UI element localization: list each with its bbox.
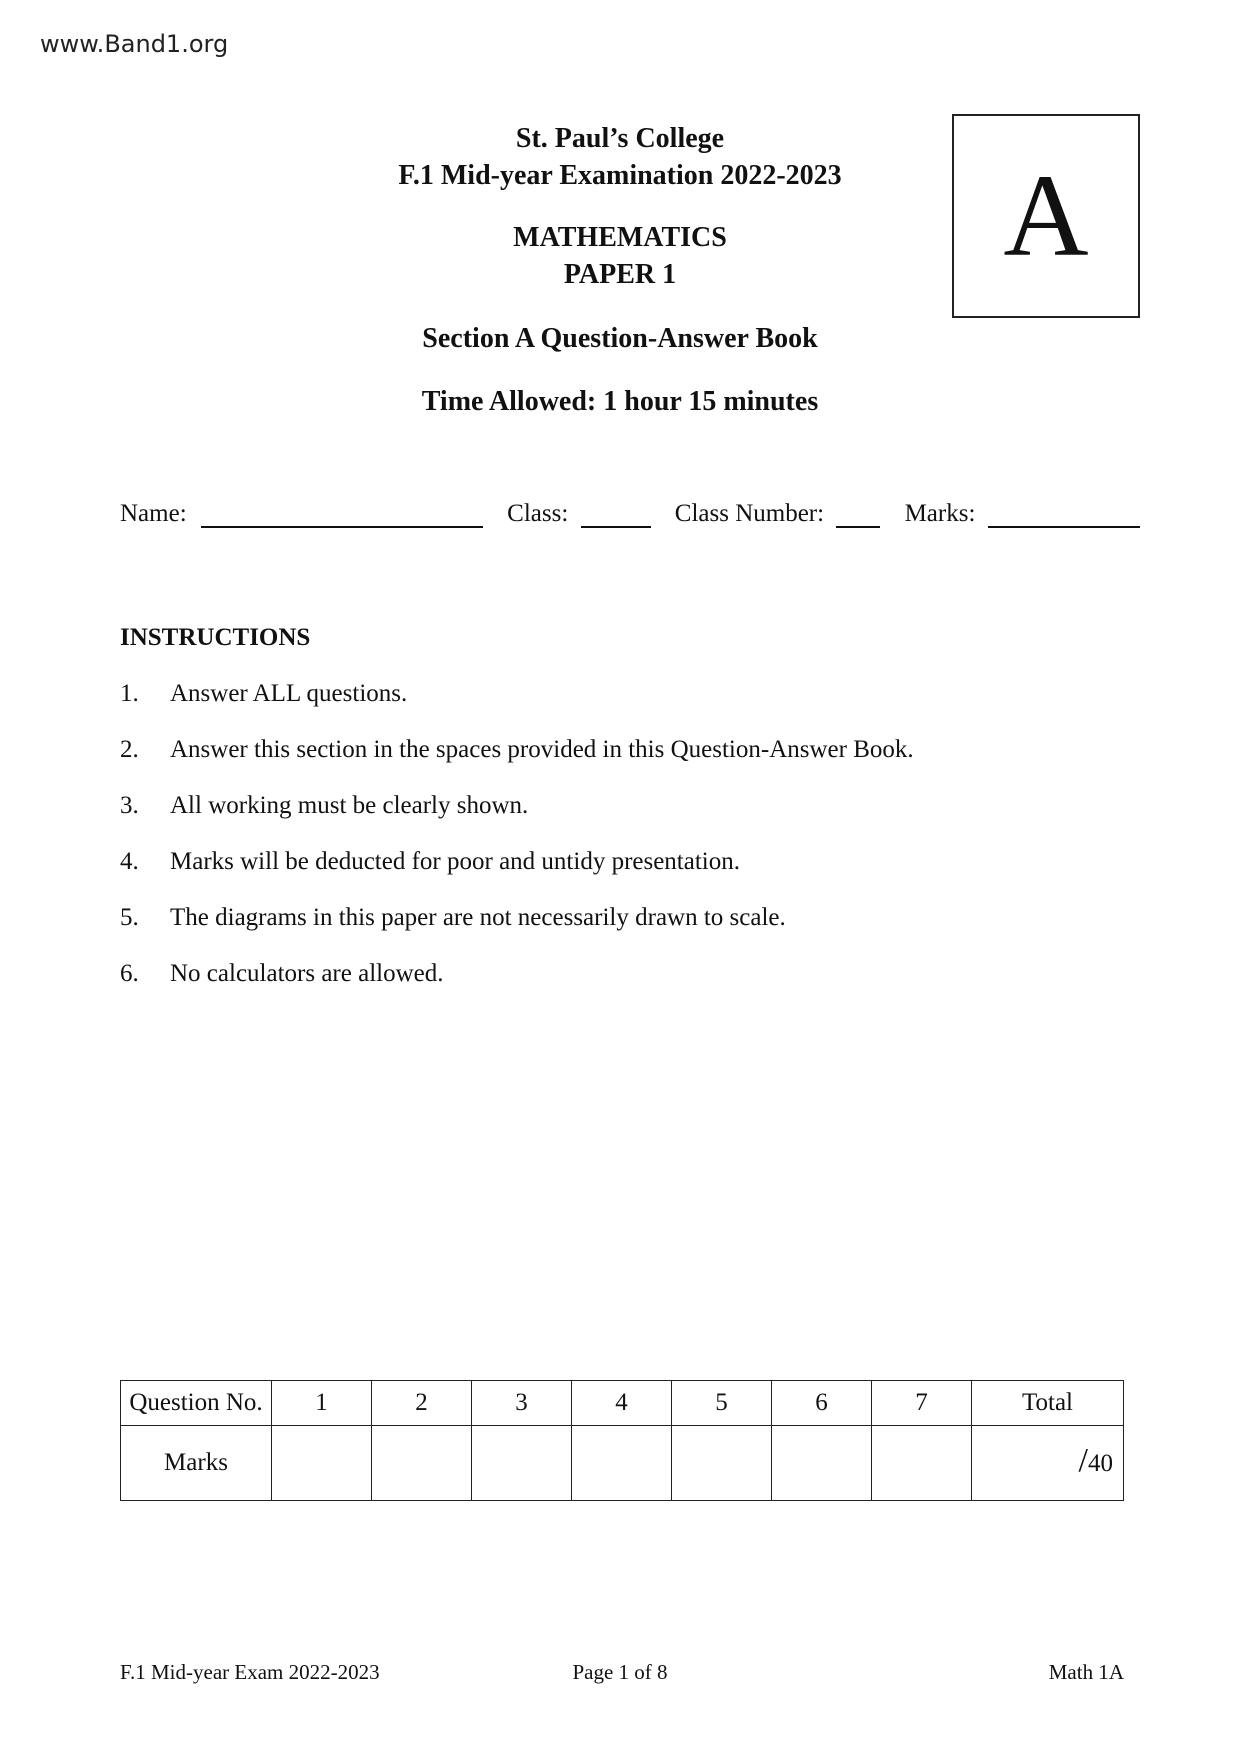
- instructions-title: INSTRUCTIONS: [120, 624, 311, 651]
- instruction-item: [120, 904, 786, 932]
- class-label: Class:: [507, 500, 569, 527]
- question-number-cell: 4: [572, 1381, 672, 1426]
- instruction-number: 3.: [120, 792, 139, 819]
- total-max-value: 40: [1088, 1450, 1113, 1477]
- total-header: Total: [972, 1381, 1124, 1426]
- marks-cell[interactable]: [872, 1426, 972, 1501]
- question-number-cell: 7: [872, 1381, 972, 1426]
- marks-cell[interactable]: [372, 1426, 472, 1501]
- question-number-cell: 3: [472, 1381, 572, 1426]
- class-number-field[interactable]: [836, 504, 880, 528]
- total-slash: /: [1078, 1442, 1088, 1479]
- instruction-item: [120, 792, 528, 820]
- footer-left: F.1 Mid-year Exam 2022-2023: [120, 1660, 380, 1684]
- instruction-text: Answer ALL questions.: [170, 680, 408, 707]
- marks-cell[interactable]: [272, 1426, 372, 1501]
- section-letter-box: [952, 114, 1140, 318]
- marks-field[interactable]: [988, 504, 1140, 528]
- marks-row-label: Marks: [121, 1426, 272, 1501]
- instruction-item: [120, 736, 914, 764]
- section-title: Section A Question-Answer Book: [422, 323, 818, 354]
- instruction-number: 4.: [120, 848, 139, 875]
- instruction-text: All working must be clearly shown.: [170, 792, 529, 819]
- class-number-label: Class Number:: [674, 500, 825, 527]
- total-marks-cell[interactable]: [972, 1426, 1124, 1501]
- exam-title: F.1 Mid-year Examination 2022-2023: [398, 160, 842, 191]
- section-letter: A: [1003, 150, 1089, 281]
- marks-cell[interactable]: [672, 1426, 772, 1501]
- instruction-item: [120, 680, 407, 708]
- question-header-row: [121, 1381, 1124, 1426]
- marks-row: [121, 1426, 1124, 1501]
- question-number-cell: 6: [772, 1381, 872, 1426]
- instruction-text: No calculators are allowed.: [170, 960, 444, 987]
- marks-table: [120, 1380, 1124, 1501]
- name-label: Name:: [120, 500, 187, 527]
- instruction-text: Marks will be deducted for poor and untidy presentation.: [170, 848, 740, 875]
- marks-label: Marks:: [904, 500, 976, 527]
- question-number-cell: 5: [672, 1381, 772, 1426]
- time-allowed: Time Allowed: 1 hour 15 minutes: [421, 386, 819, 417]
- name-field[interactable]: [201, 504, 483, 528]
- footer-page-number: Page 1 of 8: [572, 1660, 668, 1684]
- footer-right: Math 1A: [1048, 1660, 1124, 1684]
- paper-title: PAPER 1: [563, 259, 677, 290]
- instruction-text: Answer this section in the spaces provided in this Question-Answer Book.: [170, 736, 914, 763]
- instruction-number: 1.: [120, 680, 139, 707]
- watermark: www.Band1.org: [40, 30, 229, 58]
- instruction-item: [120, 960, 444, 988]
- instruction-item: [120, 848, 740, 876]
- subject-title: MATHEMATICS: [513, 222, 727, 253]
- instruction-number: 5.: [120, 904, 139, 931]
- question-no-header: Question No.: [121, 1381, 272, 1426]
- instruction-text: The diagrams in this paper are not necessarily drawn to scale.: [170, 904, 786, 931]
- marks-cell[interactable]: [772, 1426, 872, 1501]
- instruction-number: 2.: [120, 736, 139, 763]
- instruction-number: 6.: [120, 960, 139, 987]
- class-field[interactable]: [581, 504, 651, 528]
- student-info-row: [120, 500, 1130, 528]
- total-max-marks: [1079, 1442, 1113, 1480]
- school-name: St. Paul’s College: [515, 123, 725, 154]
- question-number-cell: 2: [372, 1381, 472, 1426]
- marks-cell[interactable]: [572, 1426, 672, 1501]
- marks-cell[interactable]: [472, 1426, 572, 1501]
- question-number-cell: 1: [272, 1381, 372, 1426]
